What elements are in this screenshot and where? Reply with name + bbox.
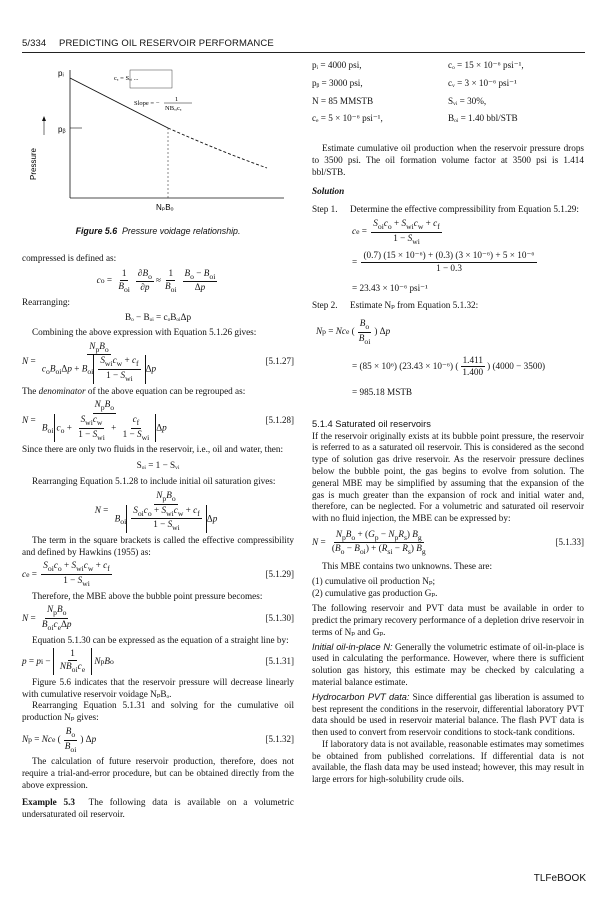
para-rearranging: Rearranging: — [22, 297, 70, 308]
data-item: Sᵥᵢ = 30%, — [448, 95, 487, 106]
step-2: Step 2. Estimate Nₚ from Equation 5.1.32: — [312, 300, 479, 311]
para-pvt-needed: The following reservoir and PVT data must be available in order to predict the primary recovery performance of a depletion drive reservoir in terms of Nₚ and Gₚ. — [312, 603, 584, 637]
eq-soi: Sₒᵢ = 1 − Sᵥᵢ — [136, 460, 180, 471]
pressure-voidage-figure — [22, 60, 294, 220]
eq-n-soi: N = $N_pB_o$ $B_{oi}$ $\frac{S_{oi}c_o + S_{wi}c_w + c_f}{1 - S_{wi}}$ Δp — [94, 489, 218, 532]
eq-5-1-27: N = $N_pB_o$ $c_oB_{oi}\Delta p + B_{oi}$ $\frac{S_{wi}c_w + c_f}{1 - S_{wi}}$ Δp [5.1.27] — [22, 340, 294, 383]
eq-5-1-28: N = $N_pB_o$ $B_{oi}$ $c_o$ + $\frac{S_{wi}c_w}{1 - S_{wi}}$ + $\frac{c_f}{1 - S_{wi}}$ Δp [5.1.28] — [22, 399, 294, 442]
example-5-3: Example 5.3 The following data is available on a volumetric undersaturated oil reservoir. — [22, 797, 294, 820]
para-rearr-528: Rearranging Equation 5.1.28 to include initial oil saturation gives: — [32, 476, 276, 487]
eq-5-1-32: N p = Nc e ( $\frac{B_o}{B_{oi}}$ ) Δ p [5.1.32] — [22, 725, 294, 754]
eq-number-32: [5.1.32] — [265, 734, 294, 745]
eq-ce-step: c e = $\frac{S_{oi}c_o + S_{wi}c_w + c_f}{1 - S_{wi}}$ — [352, 217, 440, 246]
para-straight-line: Equation 5.1.30 can be expressed as the equation of a straight line by: — [32, 634, 289, 645]
pi-label: pᵢ — [58, 69, 64, 78]
para-two-fluids: Since there are only two fluids in the reservoir, i.e., oil and water, then: — [22, 444, 284, 455]
pb-label: pᵦ — [58, 125, 66, 134]
example-data-grid — [312, 60, 584, 125]
example-label: Example 5.3 — [22, 797, 76, 808]
eq-5-1-33: N = $\frac{N_pB_o + (G_p - N_pR_s) B_g}{(B_o - B_{oi}) + (R_{si} - R_s) B_g}$ [5.1.33] — [312, 528, 584, 557]
eq-number-29: [5.1.29] — [265, 568, 294, 579]
running-header — [22, 38, 274, 50]
list-item: (1) cumulative oil production Nₚ; — [312, 575, 436, 586]
para-hydrocarbon-pvt: Hydrocarbon PVT data: Since differential gas liberation is assumed to best represent the conditions in the reservoir, differential laboratory PVT data should be used in reservoir material balance. The flash PVT data is then used to convert from reservoir conditions to stock-tank conditions. — [312, 691, 584, 738]
eq-5-1-29: c e = $\frac{S_{oi}c_o + S_{wi}c_w + c_f}{1 - S_{wi}}$ [5.1.29] — [22, 560, 294, 588]
data-item: cᵥ = 3 × 10⁻⁶ psi⁻¹ — [448, 77, 517, 88]
para-combining: Combining the above expression with Equation 5.1.26 gives: — [32, 326, 257, 337]
calc-ce: = $\frac{\text{(0.7) (15 × 10⁻⁶) + (0.3) (3 × 10⁻⁶) + 5 × 10⁻⁶}}{1 - 0.3}$ — [352, 250, 535, 273]
data-item: N = 85 MMSTB — [312, 95, 374, 106]
solution-heading: Solution — [312, 186, 345, 197]
para-figure-indicates: Figure 5.6 indicates that the reservoir pressure will decrease linearly with cumulative reservoir voidage NₚBₒ. — [22, 676, 294, 699]
data-item: pᵢ = 4000 psi, — [312, 60, 362, 70]
left-column — [22, 60, 294, 821]
eq-number-33: [5.1.33] — [555, 537, 584, 548]
eq-number-27: [5.1.27] — [265, 356, 294, 367]
header-rule — [22, 52, 585, 53]
curved-segment — [168, 128, 267, 168]
page-number: 5/334 — [22, 38, 47, 49]
calc-np: = (85 × 10⁶) (23.43 × 10⁻⁶) ( $\frac{1.411}{1.400}$ ) (4000 − 3500) — [352, 354, 546, 378]
data-item: Bₒᵢ = 1.40 bbl/STB — [448, 113, 518, 124]
x-axis-label: NₚBₒ — [156, 203, 174, 212]
chapter-title: PREDICTING OIL RESERVOIR PERFORMANCE — [59, 38, 274, 49]
svg-text:NBₒᵢcₑ: NBₒᵢcₑ — [165, 105, 182, 112]
eq-number-28: [5.1.28] — [265, 415, 294, 426]
eq-5-1-31: p = p i − $\frac{1}{NB_{oi}c_e}$ N p B o [5.1.31] — [22, 648, 294, 674]
eq-number-30: [5.1.30] — [265, 612, 294, 623]
y-axis-label: Pressure — [29, 147, 38, 180]
para-lab-data: If laboratory data is not available, reasonable estimates may sometimes be obtained from published correlations. If differential data is not available, the flash data may be used instead; however, this may result in large errors for high-solubility crude oils. — [312, 738, 584, 785]
para-initial-oil: Initial oil-in-place N: Generally the volumetric estimate of oil-in-place is used in calculating the performance. However, where there is sufficient solution gas history, this estimate may be checked by calculating a material balance estimate. — [312, 641, 584, 687]
eq-5-1-30: N = $\frac{N_pB_o}{B_{oi}c_e\Delta p}$ [5.1.30] — [22, 604, 294, 632]
result-np: = 985.18 MSTB — [352, 387, 413, 398]
section-heading: 5.1.4 Saturated oil reservoirs — [312, 418, 431, 429]
para-saturated: If the reservoir originally exists at its bubble point pressure, the reservoir is referred to as a saturated oil reservoir. This is considered as the second type of solution gas drive reservoir. As the reservoir pressure declines below the bubble point, the gas begins to evolve from solution. The general MBE may be simplified by assuming that the expansion of the gas is much greater than the expansion of rock and initial water and, therefore, can be neglected. For a volumetric and saturated oil reservoir with no fluid injection, the MBE can be expressed by: — [312, 430, 584, 524]
data-item: cₑ = 5 × 10⁻⁶ psi⁻¹, — [312, 113, 383, 124]
data-item: cₒ = 15 × 10⁻⁶ psi⁻¹, — [448, 60, 524, 70]
para-denominator: The denominator of the above equation can be regrouped as: — [22, 385, 246, 396]
slope-annotation: Slope = − — [134, 100, 160, 107]
step-1: Step 1. Determine the effective compressibility from Equation 5.1.29: — [312, 204, 579, 215]
para-future-production: The calculation of future reservoir production, therefore, does not require a trial-and-error procedure, but can be obtained directly from the above expression. — [22, 756, 294, 790]
figure-caption: Figure 5.6 Pressure voidage relationship. — [75, 225, 241, 236]
eq-np-step: N p = Nc e ( $\frac{B_o}{B_{oi}}$ ) Δ p — [316, 318, 391, 346]
para-mbe-above: Therefore, the MBE above the bubble point pressure becomes: — [32, 590, 263, 601]
list-item: (2) cumulative gas production Gₚ. — [312, 587, 438, 598]
eq-bo: Bₒ − Bₒᵢ = cₒBₒᵢΔp — [124, 312, 192, 323]
eq-co-definition: c o = $\frac{1}{B_{oi}}$ $\frac{\partial B_o}{\partial p}$ ≈ $\frac{1}{B_{oi}}$ $\frac{B_o - B_{oi}}{\Delta p}$ — [96, 267, 216, 294]
data-item: pᵦ = 3000 psi, — [312, 77, 363, 88]
para-two-unknowns: This MBE contains two unknowns. These are: — [322, 561, 493, 572]
eq-number-31: [5.1.31] — [265, 655, 294, 666]
svg-text:1: 1 — [175, 96, 179, 103]
para-effective-compressibility: The term in the square brackets is called the effective compressibility and defined by Hawkins (1955) as: — [22, 534, 294, 557]
para-rearr-531: Rearranging Equation 5.1.31 and solving for the cumulative oil production Nₚ gives: — [22, 700, 294, 723]
result-ce: = 23.43 × 10⁻⁶ psi⁻¹ — [352, 282, 428, 293]
para-estimate: Estimate cumulative oil production when the reservoir pressure drops to 3500 psi. The oil formation volume factor at 3500 psi is 1.414 bbl/STB. — [312, 143, 584, 177]
ce-annotation: cₑ = Sₒᵢ ... — [114, 75, 139, 82]
right-column — [312, 60, 584, 786]
para-defined: compressed is defined as: — [22, 253, 117, 264]
footer-watermark: TLFeBOOK — [533, 873, 586, 885]
